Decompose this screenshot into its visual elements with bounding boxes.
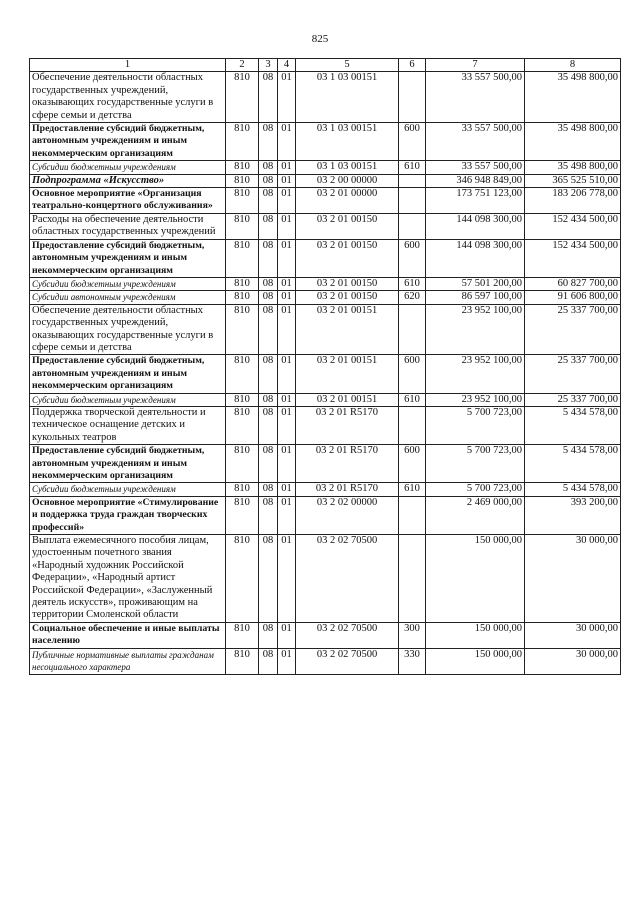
expense-type-cell [399,174,426,187]
amount-year1-cell: 23 952 100,00 [426,304,525,355]
row-name-cell: Предоставление субсидий бюджетным, автономным учреждениям и иным некоммерческим организациям [30,123,226,161]
table-row [30,213,621,239]
section-cell: 08 [259,188,278,214]
expense-type-cell [399,406,426,444]
amount-year1-cell: 150 000,00 [426,648,525,674]
amount-year1-cell: 346 948 849,00 [426,174,525,187]
table-row [30,535,621,623]
amount-year2-cell: 35 498 800,00 [525,123,621,161]
amount-year1-cell: 23 952 100,00 [426,355,525,393]
amount-year2-cell: 91 606 800,00 [525,291,621,304]
target-article-cell: 03 2 01 R5170 [296,406,399,444]
column-header: 7 [426,59,525,72]
column-header: 2 [226,59,259,72]
subsection-cell: 01 [278,535,296,623]
table-row [30,355,621,393]
admin-code-cell: 810 [226,622,259,648]
section-cell: 08 [259,535,278,623]
admin-code-cell: 810 [226,648,259,674]
page-number: 825 [311,33,329,45]
subsection-cell: 01 [278,496,296,534]
expense-type-cell: 600 [399,123,426,161]
column-header: 8 [525,59,621,72]
target-article-cell: 03 2 02 70500 [296,535,399,623]
row-name-cell: Основное мероприятие «Стимулирование и поддержка труда граждан творческих профессий» [30,496,226,534]
subsection-cell: 01 [278,291,296,304]
column-header: 1 [30,59,226,72]
amount-year2-cell: 60 827 700,00 [525,277,621,290]
subsection-cell: 01 [278,213,296,239]
expense-type-cell: 610 [399,393,426,406]
amount-year1-cell: 5 700 723,00 [426,406,525,444]
amount-year2-cell: 5 434 578,00 [525,483,621,496]
amount-year1-cell: 144 098 300,00 [426,239,525,277]
table-row [30,161,621,174]
expense-type-cell: 620 [399,291,426,304]
amount-year2-cell: 25 337 700,00 [525,393,621,406]
table-row [30,445,621,483]
section-cell: 08 [259,406,278,444]
row-name-cell: Предоставление субсидий бюджетным, автономным учреждениям и иным некоммерческим организациям [30,355,226,393]
section-cell: 08 [259,239,278,277]
amount-year2-cell: 5 434 578,00 [525,406,621,444]
amount-year1-cell: 150 000,00 [426,622,525,648]
amount-year2-cell: 35 498 800,00 [525,161,621,174]
table-row [30,483,621,496]
section-cell: 08 [259,213,278,239]
table-row [30,239,621,277]
expense-type-cell: 610 [399,277,426,290]
expense-type-cell [399,535,426,623]
column-header: 3 [259,59,278,72]
table-row [30,123,621,161]
target-article-cell: 03 1 03 00151 [296,161,399,174]
target-article-cell: 03 2 01 00151 [296,393,399,406]
admin-code-cell: 810 [226,213,259,239]
row-name-cell: Предоставление субсидий бюджетным, автономным учреждениям и иным некоммерческим организациям [30,445,226,483]
row-name-cell: Обеспечение деятельности областных государственных учреждений, оказывающих государственные услуги в сфере семьи и детства [30,72,226,123]
amount-year1-cell: 86 597 100,00 [426,291,525,304]
subsection-cell: 01 [278,483,296,496]
row-name-cell: Субсидии бюджетным учреждениям [30,161,226,174]
admin-code-cell: 810 [226,496,259,534]
target-article-cell: 03 2 00 00000 [296,174,399,187]
expense-type-cell [399,188,426,214]
table-row [30,496,621,534]
subsection-cell: 01 [278,188,296,214]
amount-year2-cell: 152 434 500,00 [525,213,621,239]
amount-year2-cell: 25 337 700,00 [525,304,621,355]
expense-type-cell [399,213,426,239]
amount-year2-cell: 393 200,00 [525,496,621,534]
row-name-cell: Основное мероприятие «Организация театрально-концертного обслуживания» [30,188,226,214]
amount-year2-cell: 5 434 578,00 [525,445,621,483]
target-article-cell: 03 2 02 00000 [296,496,399,534]
target-article-cell: 03 2 01 00000 [296,188,399,214]
subsection-cell: 01 [278,72,296,123]
table-row [30,72,621,123]
admin-code-cell: 810 [226,406,259,444]
admin-code-cell: 810 [226,355,259,393]
target-article-cell: 03 2 01 R5170 [296,445,399,483]
table-row [30,648,621,674]
admin-code-cell: 810 [226,161,259,174]
row-name-cell: Обеспечение деятельности областных государственных учреждений, оказывающих государственные услуги в сфере семьи и детства [30,304,226,355]
table-row [30,174,621,187]
subsection-cell: 01 [278,174,296,187]
subsection-cell: 01 [278,355,296,393]
table-row [30,291,621,304]
amount-year2-cell: 365 525 510,00 [525,174,621,187]
table-row [30,406,621,444]
subsection-cell: 01 [278,123,296,161]
amount-year2-cell: 30 000,00 [525,535,621,623]
expense-type-cell: 600 [399,239,426,277]
target-article-cell: 03 2 01 00150 [296,239,399,277]
target-article-cell: 03 2 02 70500 [296,648,399,674]
target-article-cell: 03 2 01 00150 [296,291,399,304]
admin-code-cell: 810 [226,188,259,214]
subsection-cell: 01 [278,622,296,648]
column-header: 5 [296,59,399,72]
subsection-cell: 01 [278,406,296,444]
row-name-cell: Подпрограмма «Искусство» [30,174,226,187]
admin-code-cell: 810 [226,291,259,304]
header-row [30,59,621,72]
admin-code-cell: 810 [226,445,259,483]
admin-code-cell: 810 [226,72,259,123]
expense-type-cell [399,496,426,534]
section-cell: 08 [259,445,278,483]
target-article-cell: 03 2 01 R5170 [296,483,399,496]
section-cell: 08 [259,277,278,290]
amount-year1-cell: 33 557 500,00 [426,123,525,161]
table-row [30,393,621,406]
row-name-cell: Субсидии бюджетным учреждениям [30,393,226,406]
amount-year2-cell: 25 337 700,00 [525,355,621,393]
budget-table [29,58,621,675]
amount-year1-cell: 57 501 200,00 [426,277,525,290]
subsection-cell: 01 [278,304,296,355]
table-body [30,72,621,674]
subsection-cell: 01 [278,445,296,483]
admin-code-cell: 810 [226,483,259,496]
row-name-cell: Социальное обеспечение и иные выплаты населению [30,622,226,648]
admin-code-cell: 810 [226,174,259,187]
amount-year1-cell: 2 469 000,00 [426,496,525,534]
row-name-cell: Субсидии бюджетным учреждениям [30,483,226,496]
amount-year2-cell: 30 000,00 [525,622,621,648]
table-row [30,277,621,290]
expense-type-cell: 300 [399,622,426,648]
subsection-cell: 01 [278,277,296,290]
target-article-cell: 03 2 01 00150 [296,213,399,239]
amount-year1-cell: 150 000,00 [426,535,525,623]
subsection-cell: 01 [278,161,296,174]
expense-type-cell: 600 [399,355,426,393]
amount-year1-cell: 23 952 100,00 [426,393,525,406]
target-article-cell: 03 1 03 00151 [296,72,399,123]
row-name-cell: Поддержка творческой деятельности и техническое оснащение детских и кукольных театров [30,406,226,444]
section-cell: 08 [259,622,278,648]
amount-year1-cell: 5 700 723,00 [426,445,525,483]
section-cell: 08 [259,393,278,406]
column-header: 6 [399,59,426,72]
section-cell: 08 [259,174,278,187]
admin-code-cell: 810 [226,535,259,623]
section-cell: 08 [259,496,278,534]
table-row [30,188,621,214]
table-row [30,304,621,355]
expense-type-cell: 610 [399,161,426,174]
amount-year1-cell: 5 700 723,00 [426,483,525,496]
amount-year2-cell: 35 498 800,00 [525,72,621,123]
admin-code-cell: 810 [226,239,259,277]
amount-year1-cell: 144 098 300,00 [426,213,525,239]
subsection-cell: 01 [278,393,296,406]
row-name-cell: Выплата ежемесячного пособия лицам, удостоенным почетного звания «Народный художник Российской Федерации», «Народный артист Российской Федерации», «Заслуженный деятель искусств», проживающим на территории Смоленской области [30,535,226,623]
amount-year2-cell: 30 000,00 [525,648,621,674]
target-article-cell: 03 1 03 00151 [296,123,399,161]
row-name-cell: Субсидии автономным учреждениям [30,291,226,304]
admin-code-cell: 810 [226,277,259,290]
target-article-cell: 03 2 02 70500 [296,622,399,648]
row-name-cell: Предоставление субсидий бюджетным, автономным учреждениям и иным некоммерческим организациям [30,239,226,277]
amount-year2-cell: 152 434 500,00 [525,239,621,277]
expense-type-cell: 600 [399,445,426,483]
section-cell: 08 [259,291,278,304]
amount-year2-cell: 183 206 778,00 [525,188,621,214]
row-name-cell: Расходы на обеспечение деятельности областных государственных учреждений [30,213,226,239]
section-cell: 08 [259,355,278,393]
table-row [30,622,621,648]
admin-code-cell: 810 [226,123,259,161]
section-cell: 08 [259,72,278,123]
expense-type-cell [399,72,426,123]
section-cell: 08 [259,161,278,174]
target-article-cell: 03 2 01 00151 [296,304,399,355]
expense-type-cell: 610 [399,483,426,496]
amount-year1-cell: 33 557 500,00 [426,72,525,123]
section-cell: 08 [259,648,278,674]
expense-type-cell: 330 [399,648,426,674]
expense-type-cell [399,304,426,355]
subsection-cell: 01 [278,239,296,277]
admin-code-cell: 810 [226,304,259,355]
section-cell: 08 [259,123,278,161]
row-name-cell: Публичные нормативные выплаты гражданам несоциального характера [30,648,226,674]
section-cell: 08 [259,304,278,355]
column-header: 4 [278,59,296,72]
subsection-cell: 01 [278,648,296,674]
target-article-cell: 03 2 01 00150 [296,277,399,290]
row-name-cell: Субсидии бюджетным учреждениям [30,277,226,290]
section-cell: 08 [259,483,278,496]
admin-code-cell: 810 [226,393,259,406]
amount-year1-cell: 33 557 500,00 [426,161,525,174]
target-article-cell: 03 2 01 00151 [296,355,399,393]
amount-year1-cell: 173 751 123,00 [426,188,525,214]
